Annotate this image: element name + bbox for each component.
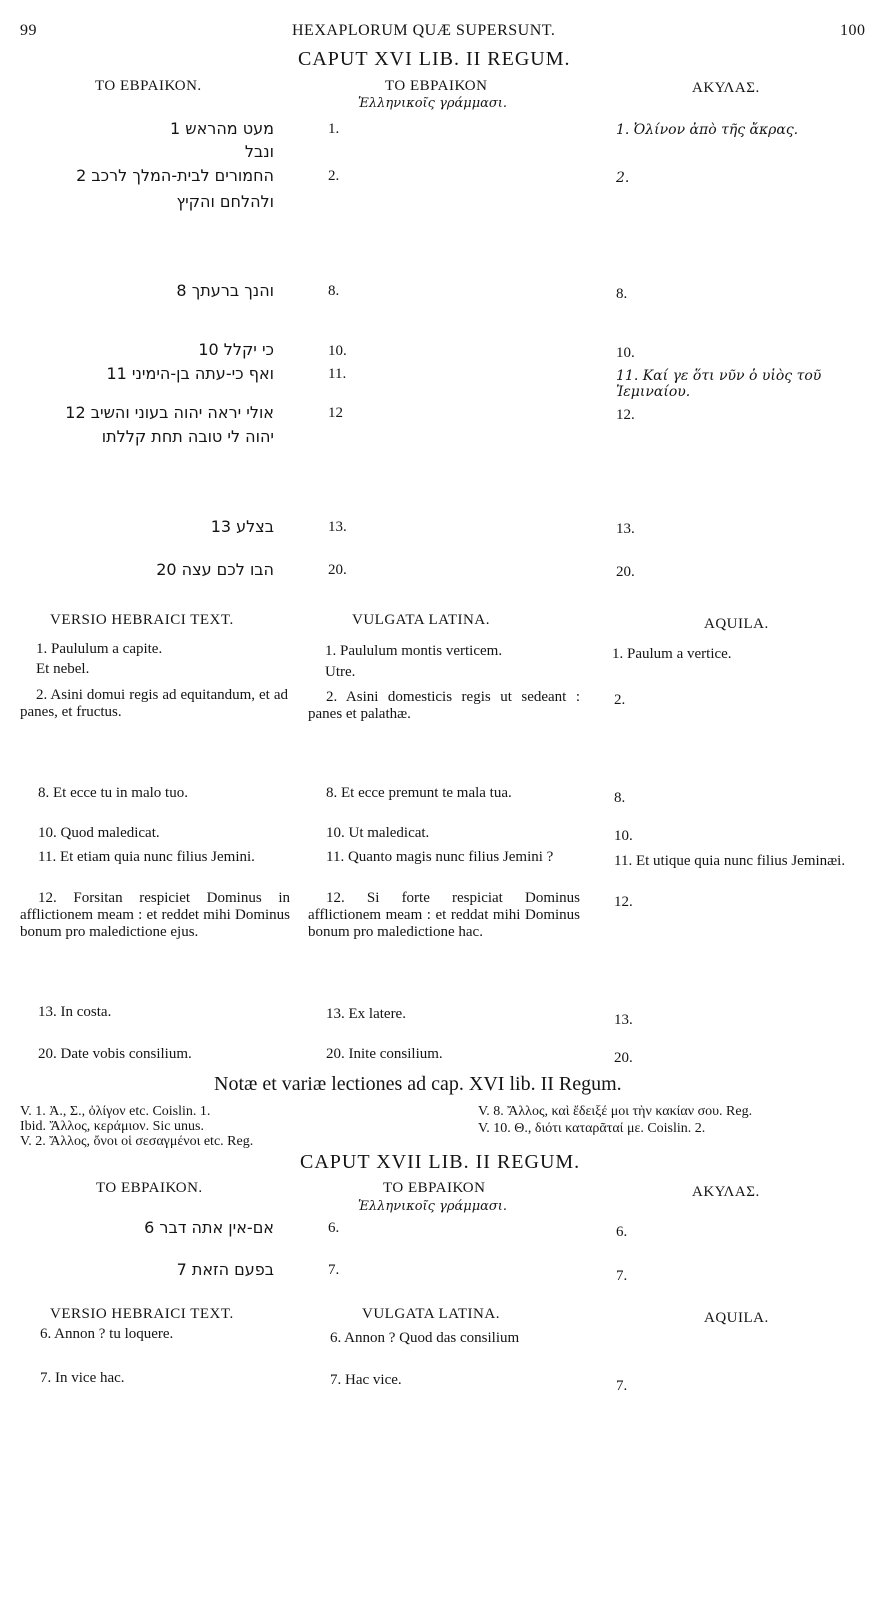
aquila-latin: 7. [616, 1378, 628, 1394]
versio-text: 2. Asini domui regis ad equitandum, et ad panes, et fructus. [20, 687, 288, 720]
aquila-greek: 1. Ὀλίνον ἀπὸ τῆς ἄκρας. [616, 122, 799, 138]
hebrew-line: והנך ברעתך 8 [176, 281, 274, 300]
col-header-aquila: ΑΚΥΛΑΣ. [692, 80, 760, 96]
vulgata-text: Utre. [325, 664, 356, 680]
aquila-greek: 7. [616, 1268, 628, 1284]
aquila-greek: 10. [616, 345, 635, 361]
aquila-greek: 20. [616, 564, 635, 580]
aquila-latin: 1. Paulum a vertice. [612, 646, 732, 662]
hebrew-line: אם-אין אתה דבר 6 [144, 1218, 274, 1237]
hebrew-line: ואף כי-עתה בן-הימיני 11 [106, 364, 274, 383]
aquila-latin: 20. [614, 1050, 633, 1066]
versio-text: 6. Annon ? tu loquere. [40, 1326, 174, 1342]
hebrew-line: יהוה לי טובה תחת קללתו [101, 427, 274, 446]
hebrew-line: בפעם הזאת 7 [176, 1260, 274, 1279]
note-line: Ibid. Ἄλλος, κεράμιον. Sic unus. [20, 1119, 204, 1134]
translit-verse: 8. [328, 283, 340, 299]
note-line: V. 8. Ἄλλος, καὶ ἔδειξέ μοι τὴν κακίαν σου. Reg. [478, 1104, 753, 1119]
latin-header-aquila: AQUILA. [704, 616, 769, 632]
vulgata-text: 2. Asini domesticis regis ut sedeant : panes et palathæ. [308, 689, 580, 722]
hebrew-line: מעט מהראש 1 [170, 119, 274, 138]
vulgata-text: 1. Paululum montis verticem. [325, 643, 503, 659]
aquila-greek: 6. [616, 1224, 628, 1240]
vulgata-text: 11. Quanto magis nunc filius Jemini ? [326, 849, 554, 865]
versio-text: 1. Paululum a capite. [36, 641, 163, 657]
caput-16-title: CAPUT XVI LIB. II REGUM. [298, 48, 571, 70]
translit-verse: 20. [328, 562, 347, 578]
col-header-translit-sub: Ἑλληνικοῖς γράμμασι. [358, 1199, 508, 1214]
translit-verse: 7. [328, 1262, 340, 1278]
translit-verse: 10. [328, 343, 347, 359]
note-line: V. 10. Θ., διότι καταρᾶταί με. Coislin. 2. [478, 1121, 706, 1136]
col-header-aquila: ΑΚΥΛΑΣ. [692, 1184, 760, 1200]
aquila-greek: 11. Καί γε ὅτι νῦν ὁ υἱὸς τοῦ [616, 368, 822, 384]
col-header-translit-sub: Ἑλληνικοῖς γράμμασι. [358, 96, 508, 111]
col-header-translit: ΤΟ ΕΒΡΑΙΚΟΝ [383, 1180, 486, 1196]
hebrew-line: בצלע 13 [210, 517, 274, 536]
latin-header-aquila: AQUILA. [704, 1310, 769, 1326]
aquila-latin: 12. [614, 894, 633, 910]
hebrew-line: הבו לכם עצה 20 [156, 560, 274, 579]
vulgata-text: 12. Si forte respiciat Dominus afflictionem meam : et reddat mihi Dominus bonum pro maledictione hac. [308, 890, 580, 940]
hebrew-line: ולהלחם והקיץ [176, 192, 274, 211]
hebrew-line: כי יקלל 10 [198, 340, 274, 359]
versio-text: 7. In vice hac. [40, 1370, 125, 1386]
aquila-greek: 13. [616, 521, 635, 537]
latin-header-versio: VERSIO HEBRAICI TEXT. [50, 612, 234, 628]
translit-verse: 11. [328, 366, 347, 382]
hebrew-line: ונבל [244, 142, 274, 161]
versio-text: 20. Date vobis consilium. [38, 1046, 192, 1062]
hebrew-line: אולי יראה יהוה בעוני והשיב 12 [65, 403, 274, 422]
vulgata-text: 6. Annon ? Quod das consilium [330, 1330, 520, 1346]
note-line: V. 2. Ἄλλος, ὄνοι οἱ σεσαγμένοι etc. Reg. [20, 1134, 254, 1149]
versio-text: Et nebel. [36, 661, 90, 677]
running-head: HEXAPLORUM QUÆ SUPERSUNT. [292, 22, 556, 39]
latin-header-versio: VERSIO HEBRAICI TEXT. [50, 1306, 234, 1322]
vulgata-text: 10. Ut maledicat. [326, 825, 430, 841]
versio-text: 10. Quod maledicat. [38, 825, 160, 841]
translit-verse: 13. [328, 519, 347, 535]
translit-verse: 1. [328, 121, 340, 137]
versio-text: 13. In costa. [38, 1004, 112, 1020]
notes-title: Notæ et variæ lectiones ad cap. XVI lib. II Regum. [214, 1073, 622, 1095]
versio-text: 11. Et etiam quia nunc filius Jemini. [38, 849, 255, 865]
versio-text: 12. Forsitan respiciet Dominus in afflictionem meam : et reddet mihi Dominus bonum pro maledictione ejus. [20, 890, 290, 940]
versio-text: 8. Et ecce tu in malo tuo. [38, 785, 188, 801]
col-header-hebrew: ΤΟ ΕΒΡΑΙΚΟΝ. [96, 1180, 203, 1196]
aquila-latin: 13. [614, 1012, 633, 1028]
latin-header-vulgata: VULGATA LATINA. [352, 612, 490, 628]
vulgata-text: 8. Et ecce premunt te mala tua. [326, 785, 512, 801]
vulgata-text: 7. Hac vice. [330, 1372, 402, 1388]
aquila-greek: 2. [616, 170, 630, 186]
aquila-latin: 10. [614, 828, 633, 844]
translit-verse: 12 [328, 405, 343, 421]
aquila-latin: 8. [614, 790, 626, 806]
aquila-latin: 11. Et utique quia nunc filius Jeminæi. [614, 853, 846, 869]
translit-verse: 6. [328, 1220, 340, 1236]
caput-17-title: CAPUT XVII LIB. II REGUM. [300, 1151, 581, 1173]
aquila-greek: 12. [616, 407, 635, 423]
vulgata-text: 13. Ex latere. [326, 1006, 406, 1022]
aquila-greek: 8. [616, 286, 628, 302]
aquila-latin: 2. [614, 692, 626, 708]
note-line: V. 1. Ἀ., Σ., ὀλίγον etc. Coislin. 1. [20, 1104, 211, 1119]
aquila-greek: Ἰεμιναίου. [616, 384, 691, 400]
latin-header-vulgata: VULGATA LATINA. [362, 1306, 500, 1322]
page-number-right: 100 [840, 22, 866, 39]
col-header-translit: ΤΟ ΕΒΡΑΙΚΟΝ [385, 78, 488, 94]
hebrew-line: החמורים לבית-המלך לרכב 2 [76, 166, 274, 185]
vulgata-text: 20. Inite consilium. [326, 1046, 443, 1062]
col-header-hebrew: ΤΟ ΕΒΡΑΙΚΟΝ. [95, 78, 202, 94]
page-number-left: 99 [20, 22, 37, 39]
translit-verse: 2. [328, 168, 340, 184]
